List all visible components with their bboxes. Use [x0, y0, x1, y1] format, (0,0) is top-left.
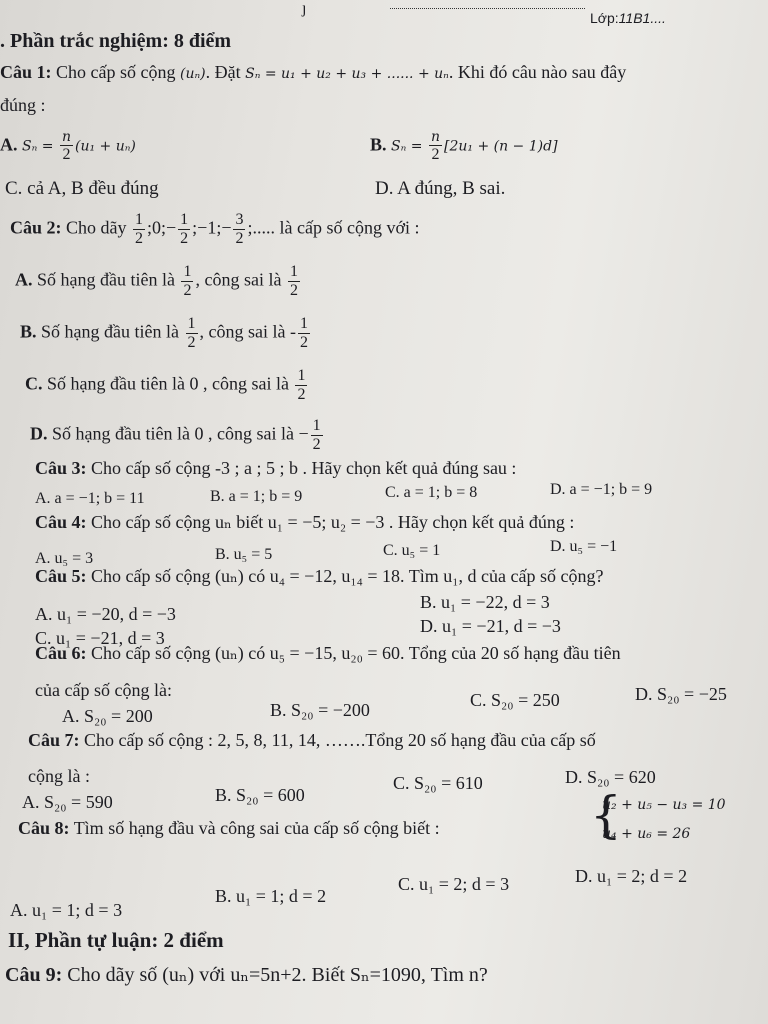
q2-a-text: Số hạng đầu tiên là — [32, 269, 180, 290]
class-value: 11B1.... — [618, 10, 666, 26]
q2-label: Câu 2: — [10, 217, 62, 238]
q2-stem — [10, 212, 419, 247]
section2-title: II, Phần tự luận: 2 điểm — [8, 928, 224, 952]
q2-option-d[interactable] — [30, 418, 325, 453]
q2-c-label: C. — [25, 373, 43, 394]
q5-option-c[interactable]: C. u₁ = −21, d = 3 — [35, 628, 165, 648]
q4-label: Câu 4: — [35, 512, 87, 532]
q1-b-label: B. — [370, 134, 387, 155]
q1-option-d[interactable]: D. A đúng, B sai. — [375, 178, 506, 199]
q1-a-lhs: Sₙ = — [22, 138, 54, 155]
q9-label: Câu 9: — [5, 964, 63, 986]
q6-option-d[interactable]: D. S₂₀ = −25 — [635, 684, 727, 704]
q4-option-d[interactable]: D. u₅ = −1 — [550, 538, 618, 555]
q1-option-a[interactable] — [0, 130, 136, 163]
q1-seq: (uₙ) — [180, 66, 206, 82]
q1-option-b[interactable] — [370, 130, 558, 163]
q9-stem — [5, 964, 488, 987]
q1-label: Câu 1: — [0, 62, 52, 82]
q3-label: Câu 3: — [35, 458, 87, 478]
q3-option-d[interactable]: D. a = −1; b = 9 — [550, 481, 653, 498]
q2-stem-text: Cho dãy — [61, 217, 127, 238]
q8-label: Câu 8: — [18, 818, 70, 838]
q6-option-b[interactable]: B. S₂₀ = −200 — [270, 700, 370, 720]
q7-option-c[interactable]: C. S₂₀ = 610 — [393, 773, 483, 793]
q9-stem-text: Cho dãy số (uₙ) với uₙ=5n+2. Biết Sₙ=1090, Tìm n? — [62, 964, 488, 986]
q3-stem — [35, 458, 516, 479]
q2-d-label: D. — [30, 423, 48, 444]
q2-c-frac: $\frac{1}{2}$ — [297, 367, 306, 403]
q2-b-text: Số hạng đầu tiên là — [36, 321, 184, 342]
q7-option-d[interactable]: D. S₂₀ = 620 — [565, 767, 656, 787]
q5-option-a[interactable]: A. u₁ = −20, d = −3 — [35, 604, 176, 624]
q2-seq-3: ;..... — [247, 217, 275, 238]
q2-seq-1: ;0;− — [147, 217, 177, 238]
class-label: Lớp: — [590, 10, 619, 26]
q6-stem — [35, 643, 621, 664]
q8-equation-1: u₂ + u₅ − u₃ = 10 — [602, 797, 726, 813]
q7-stem-line2: cộng là : — [28, 766, 90, 786]
q3-option-c[interactable]: C. a = 1; b = 8 — [385, 484, 478, 501]
q6-label: Câu 6: — [35, 643, 87, 663]
q2-b-mid: , công sai là - — [199, 321, 296, 342]
q2-b-label: B. — [20, 321, 37, 342]
q7-stem — [28, 730, 596, 751]
q4-option-b[interactable]: B. u₅ = 5 — [215, 546, 273, 563]
q6-option-c[interactable]: C. S₂₀ = 250 — [470, 690, 560, 710]
q5-option-d[interactable]: D. u₁ = −21, d = −3 — [420, 616, 561, 636]
q3-option-b[interactable]: B. a = 1; b = 9 — [210, 488, 303, 505]
q4-option-a[interactable]: A. u₅ = 3 — [35, 550, 94, 567]
q7-option-a[interactable]: A. S₂₀ = 590 — [22, 792, 113, 812]
q4-option-c[interactable]: C. u₅ = 1 — [383, 542, 441, 559]
q2-d-text: Số hạng đầu tiên là 0 , công sai là − — [47, 423, 309, 444]
handwritten-mark: ȷ — [302, 0, 307, 17]
system-brace: { — [590, 786, 622, 844]
q1-stem-text2: . Đặt — [205, 62, 246, 82]
q1-stem-text: Cho cấp số cộng — [51, 62, 180, 82]
q2-frac-2: $\frac{1}{2}$ — [180, 211, 189, 247]
q1-sum-def: Sₙ = u₁ + u₂ + u₃ + ...... + uₙ — [245, 66, 449, 82]
q1-stem — [0, 62, 626, 83]
q3-option-a[interactable]: A. a = −1; b = 11 — [35, 490, 145, 507]
q2-frac-3: $\frac{3}{2}$ — [235, 211, 244, 247]
q1-a-frac: $\frac{n}{2}$ — [61, 129, 71, 163]
q5-option-b[interactable]: B. u₁ = −22, d = 3 — [420, 592, 550, 612]
q8-option-b[interactable]: B. u₁ = 1; d = 2 — [215, 886, 327, 906]
q1-b-lhs: Sₙ = — [391, 138, 423, 155]
q2-a-frac1: $\frac{1}{2}$ — [183, 263, 192, 299]
q2-option-c[interactable] — [25, 368, 309, 403]
q1-b-rhs: [2u₁ + (n − 1)d] — [444, 138, 558, 155]
dotted-line — [390, 8, 585, 9]
q8-stem-text: Tìm số hạng đầu và công sai của cấp số cộng biết : — [69, 818, 440, 838]
q1-b-frac: $\frac{n}{2}$ — [430, 129, 440, 163]
q8-stem — [18, 818, 440, 839]
q4-stem-text: Cho cấp số cộng uₙ biết u₁ = −5; u₂ = −3 . Hãy chọn kết quả đúng : — [86, 512, 575, 532]
q6-stem-line2: của cấp số cộng là: — [35, 680, 172, 700]
q8-option-c[interactable]: C. u₁ = 2; d = 3 — [398, 874, 510, 894]
q7-stem-text: Cho cấp số cộng : 2, 5, 8, 11, 14, …….Tổng 20 số hạng đầu của cấp số — [79, 730, 596, 750]
q2-b-frac2: $\frac{1}{2}$ — [299, 315, 308, 351]
q2-option-a[interactable] — [15, 264, 302, 299]
q5-stem — [35, 566, 603, 587]
q6-option-a[interactable]: A. S₂₀ = 200 — [62, 706, 153, 726]
q8-option-a[interactable]: A. u₁ = 1; d = 3 — [10, 900, 123, 920]
q2-a-label: A. — [15, 269, 33, 290]
q1-a-rhs: (u₁ + uₙ) — [74, 138, 136, 155]
q2-seq-2: ;−1;− — [192, 217, 232, 238]
q2-a-mid: , công sai là — [195, 269, 286, 290]
q8-equation-2: u₄ + u₆ = 26 — [602, 826, 691, 842]
q8-option-d[interactable]: D. u₁ = 2; d = 2 — [575, 866, 688, 886]
q5-label: Câu 5: — [35, 566, 87, 586]
q2-stem-text2: là cấp số cộng với : — [275, 217, 420, 238]
q2-frac-1: $\frac{1}{2}$ — [135, 211, 144, 247]
q7-option-b[interactable]: B. S₂₀ = 600 — [215, 785, 305, 805]
q2-b-frac1: $\frac{1}{2}$ — [187, 315, 196, 351]
q1-option-c[interactable]: C. cả A, B đều đúng — [5, 178, 159, 199]
q1-stem-text3: . Khi đó câu nào sau đây — [448, 62, 627, 82]
q4-stem — [35, 512, 574, 533]
q2-d-frac: $\frac{1}{2}$ — [312, 417, 321, 453]
class-field — [590, 10, 666, 26]
q1-stem-line2: đúng : — [0, 95, 46, 115]
q2-a-frac2: $\frac{1}{2}$ — [289, 263, 298, 299]
q1-a-label: A. — [0, 134, 18, 155]
q2-c-text: Số hạng đầu tiên là 0 , công sai là — [42, 373, 294, 394]
q5-stem-text: Cho cấp số cộng (uₙ) có u₄ = −12, u₁₄ = 18. Tìm u₁, d của cấp số cộng? — [86, 566, 604, 586]
section1-title: . Phần trắc nghiệm: 8 điểm — [0, 30, 232, 52]
q3-stem-text: Cho cấp số cộng -3 ; a ; 5 ; b . Hãy chọn kết quả đúng sau : — [86, 458, 517, 478]
q2-option-b[interactable] — [20, 316, 312, 351]
q7-label: Câu 7: — [28, 730, 80, 750]
q6-stem-text: Cho cấp số cộng (uₙ) có u₅ = −15, u₂₀ = 60. Tổng của 20 số hạng đầu tiên — [86, 643, 621, 663]
